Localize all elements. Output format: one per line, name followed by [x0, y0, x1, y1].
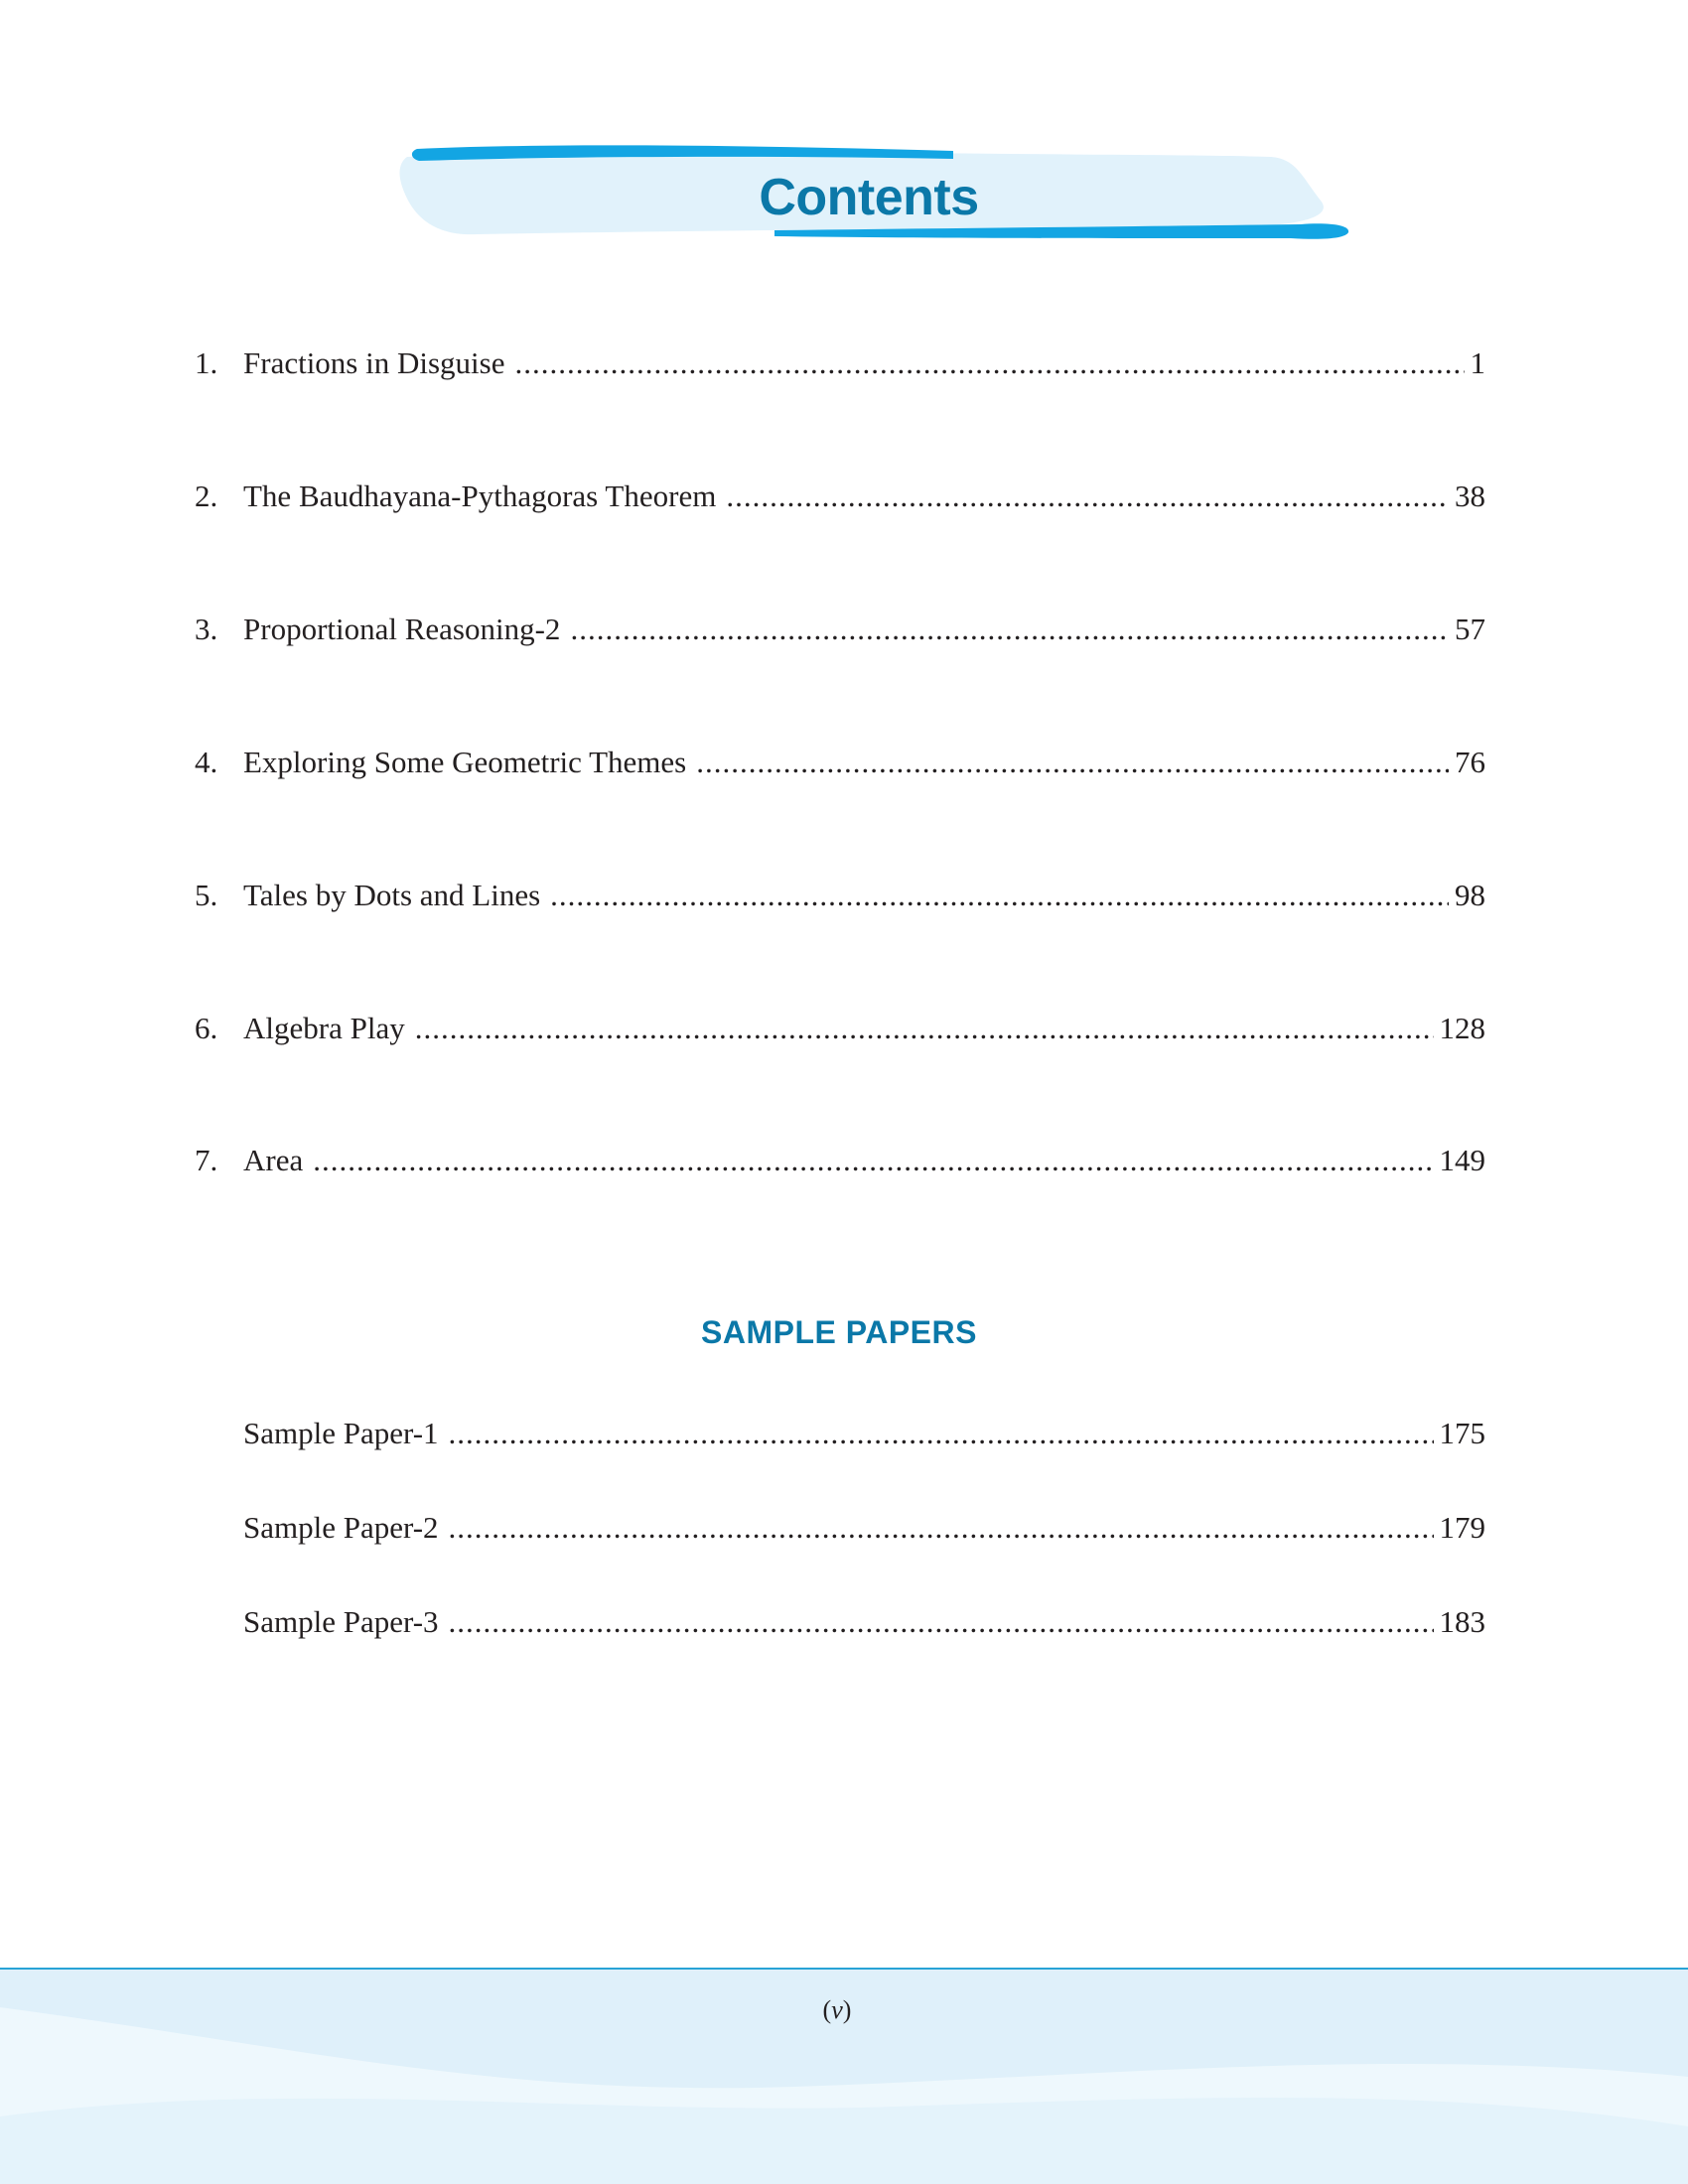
- toc-entry-number: 6.: [195, 1011, 218, 1045]
- sample-papers-heading: SAMPLE PAPERS: [701, 1314, 977, 1350]
- toc-entry-6[interactable]: [195, 1007, 1485, 1050]
- page-number: [0, 1995, 1674, 2025]
- toc-entry-1[interactable]: [195, 341, 1485, 385]
- page-title: Contents: [759, 169, 979, 226]
- sample-paper-title: Sample Paper-1: [243, 1416, 439, 1450]
- toc-entry-number: 3.: [195, 612, 218, 646]
- toc-entry-page: 57: [1455, 612, 1485, 646]
- toc-entry-7[interactable]: [195, 1139, 1485, 1182]
- dot-leader: [449, 1506, 1434, 1550]
- dot-leader: [415, 1007, 1434, 1050]
- toc-entry-page: 128: [1439, 1011, 1485, 1045]
- toc-entry-number: 7.: [195, 1143, 218, 1177]
- toc-entry-title: Algebra Play: [243, 1011, 405, 1045]
- dot-leader: [726, 475, 1449, 518]
- sample-paper-page: 175: [1439, 1416, 1485, 1450]
- toc-entry-4[interactable]: [195, 741, 1485, 784]
- dot-leader: [515, 341, 1465, 385]
- toc-entry-number: 1.: [195, 345, 218, 380]
- toc-entry-number: 5.: [195, 878, 218, 912]
- toc-entry-page: 76: [1455, 745, 1485, 779]
- dot-leader: [449, 1600, 1434, 1644]
- page-number-close: ): [842, 1995, 852, 2024]
- page-number-roman: v: [831, 1995, 843, 2024]
- toc-entry-title: Tales by Dots and Lines: [243, 878, 541, 912]
- toc-entry-title: Fractions in Disguise: [243, 345, 505, 380]
- sample-paper-page: 183: [1439, 1604, 1485, 1639]
- toc-entry-3[interactable]: [195, 608, 1485, 651]
- page-number-open: (: [822, 1995, 832, 2024]
- sample-paper-entry-1[interactable]: [243, 1412, 1485, 1455]
- sample-paper-title: Sample Paper-3: [243, 1604, 439, 1639]
- sample-paper-title: Sample Paper-2: [243, 1510, 439, 1545]
- dot-leader: [313, 1139, 1433, 1182]
- dot-leader: [550, 874, 1449, 917]
- dot-leader: [449, 1412, 1434, 1455]
- toc-entry-title: Proportional Reasoning-2: [243, 612, 561, 646]
- sample-paper-entry-2[interactable]: [243, 1506, 1485, 1550]
- toc-entry-5[interactable]: [195, 874, 1485, 917]
- toc-entry-page: 149: [1439, 1143, 1485, 1177]
- sample-paper-page: 179: [1439, 1510, 1485, 1545]
- toc-entry-title: The Baudhayana-Pythagoras Theorem: [243, 478, 717, 513]
- sample-paper-entry-3[interactable]: [243, 1600, 1485, 1644]
- toc-entry-title: Exploring Some Geometric Themes: [243, 745, 687, 779]
- toc-entry-page: 1: [1470, 345, 1485, 380]
- toc-entry-page: 98: [1455, 878, 1485, 912]
- toc-entry-2[interactable]: [195, 475, 1485, 518]
- toc-entry-page: 38: [1455, 478, 1485, 513]
- toc-entry-number: 4.: [195, 745, 218, 779]
- toc-entry-title: Area: [243, 1143, 304, 1177]
- toc-entry-number: 2.: [195, 478, 218, 513]
- dot-leader: [570, 608, 1449, 651]
- dot-leader: [696, 741, 1449, 784]
